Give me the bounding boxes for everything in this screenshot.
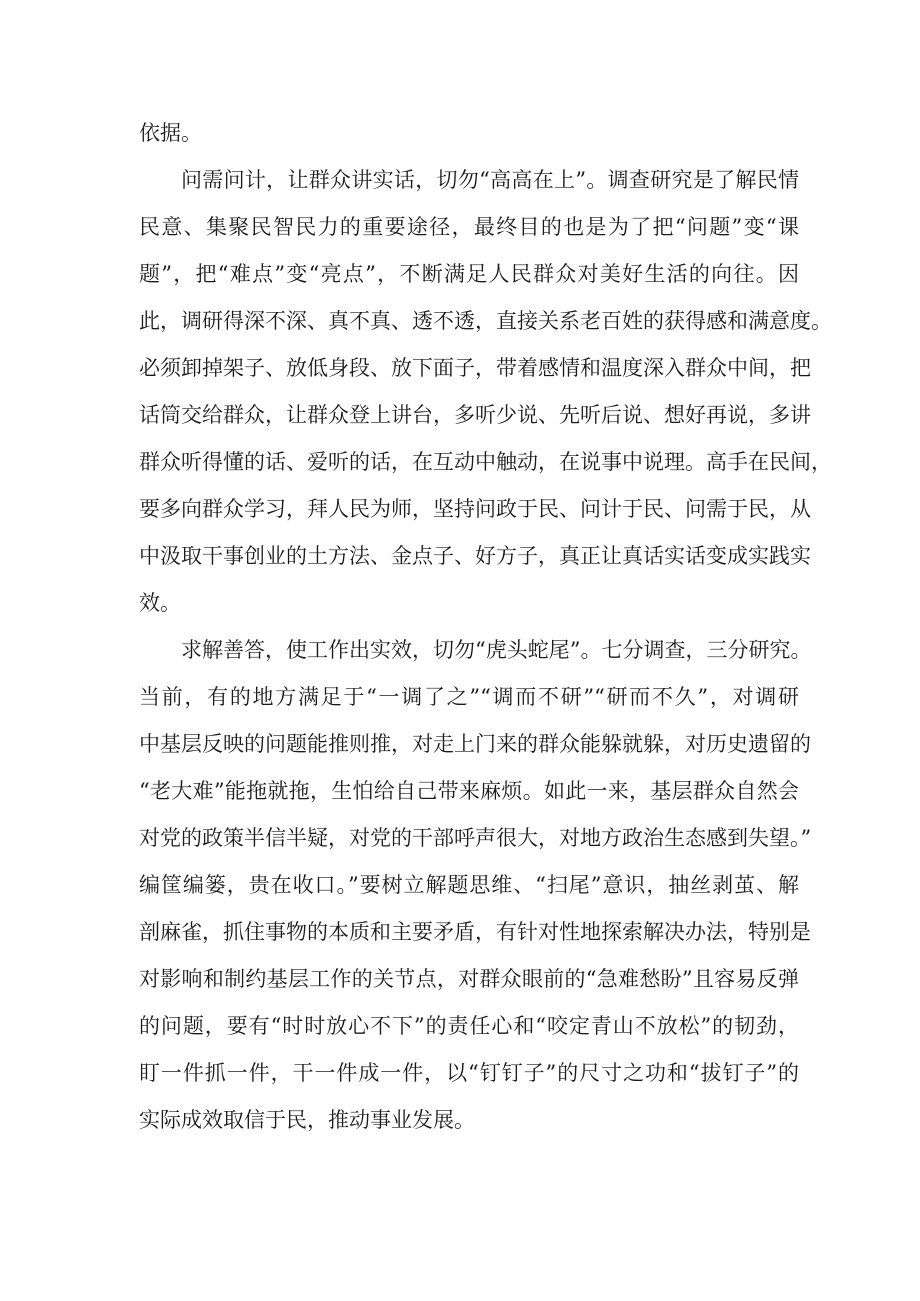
- text-line: 中基层反映的问题能推则推，对走上门来的群众能躲就躲，对历史遗留的: [139, 732, 811, 756]
- text-line: 群众听得懂的话、爱听的话，在互动中触动，在说事中说理。高手在民间，: [139, 450, 832, 474]
- text-line: “老大难”能拖就拖，生怕给自己带来麻烦。如此一来，基层群众自然会: [139, 779, 799, 803]
- text-line: 盯一件抓一件，干一件成一件，以“钉钉子”的尺寸之功和“拔钉子”的: [139, 1061, 799, 1085]
- paragraph-1-first-line: 问需问计，让群众讲实话，切勿“高高在上”。调查研究是了解民情: [181, 168, 799, 192]
- text-line: 必须卸掉架子、放低身段、放下面子，带着感情和温度深入群众中间，把: [139, 356, 811, 380]
- text-line: 对影响和制约基层工作的关节点，对群众眼前的“急难愁盼”且容易反弹: [139, 967, 799, 991]
- text-line: 当前，有的地方满足于“一调了之”“调而不研”“研而不久”，对调研: [139, 685, 799, 709]
- text-line: 实际成效取信于民，推动事业发展。: [139, 1108, 475, 1132]
- text-line: 效。: [139, 591, 181, 615]
- text-line: 的问题，要有“时时放心不下”的责任心和“咬定青山不放松”的韧劲，: [139, 1014, 799, 1038]
- text-line: 剖麻雀，抓住事物的本质和主要矛盾，有针对性地探索解决办法，特别是: [139, 920, 811, 944]
- paragraph-2-first-line: 求解善答，使工作出实效，切勿“虎头蛇尾”。七分调查，三分研究。: [181, 638, 812, 662]
- text-line: 此，调研得深不深、真不真、透不透，直接关系老百姓的获得感和满意度。: [139, 309, 832, 333]
- text-line: 编筐编篓，贵在收口。”要树立解题思维、“扫尾”意识，抽丝剥茧、解: [139, 873, 799, 897]
- text-line: 话筒交给群众，让群众登上讲台，多听少说、先听后说、想好再说，多讲: [139, 403, 811, 427]
- text-line: 对党的政策半信半疑，对党的干部呼声很大，对地方政治生态感到失望。”: [139, 826, 812, 850]
- text-line: 要多向群众学习，拜人民为师，坚持问政于民、问计于民、问需于民，从: [139, 497, 811, 521]
- text-line: 题”，把“难点”变“亮点”，不断满足人民群众对美好生活的向往。因: [139, 262, 799, 286]
- text-line: 民意、集聚民智民力的重要途径，最终目的也是为了把“问题”变“课: [139, 215, 799, 239]
- text-line: 中汲取干事创业的土方法、金点子、好方子，真正让真话实话变成实践实: [139, 544, 811, 568]
- text-line: 依据。: [139, 121, 202, 145]
